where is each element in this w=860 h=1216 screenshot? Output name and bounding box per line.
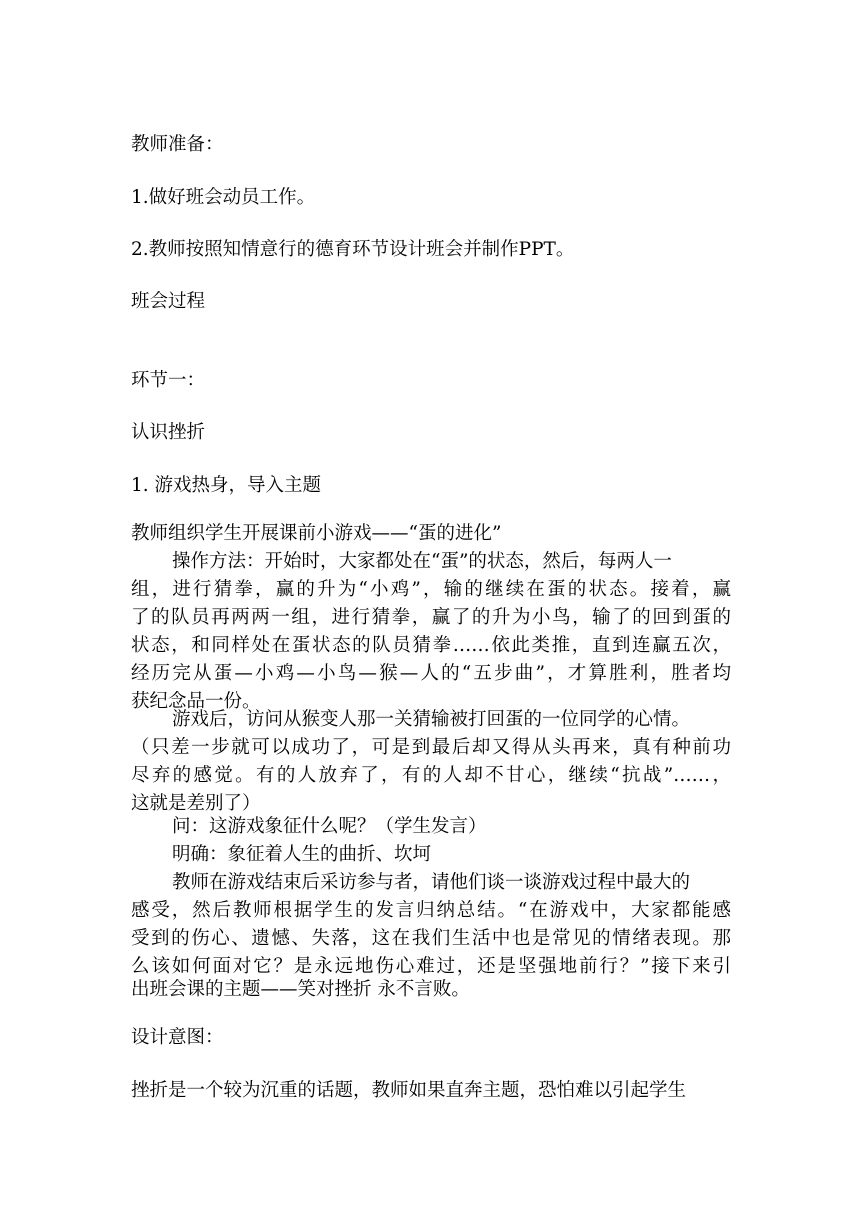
paragraph-line: 组，进行猜拳，赢的升为“小鸡”，输的继续在蛋的状态。接着，赢 [131, 579, 731, 600]
paragraph-line: 受到的伤心、遗憾、失落，这在我们生活中也是常见的情绪表现。那 [131, 928, 731, 949]
paragraph-line: 操作方法：开始时，大家都处在“蛋”的状态，然后，每两人一 [172, 551, 672, 572]
paragraph-line: 感受，然后教师根据学生的发言归纳总结。“在游戏中，大家都能感 [131, 900, 731, 921]
heading-section-one: 环节一： [131, 370, 206, 391]
prep-item-1: 1.做好班会动员工作。 [131, 187, 316, 208]
paragraph-line: 了的队员再两两一组，进行猜拳，赢了的升为小鸟，输了的回到蛋的 [131, 607, 731, 628]
prep-item-2: 2.教师按照知情意行的德育环节设计班会并制作PPT。 [131, 239, 575, 260]
paragraph-line: 明确：象征着人生的曲折、坎坷 [172, 844, 432, 865]
paragraph-line: 问：这游戏象征什么呢？（学生发言） [172, 816, 487, 837]
paragraph-line: 经历完从蛋—小鸡—小鸟—猴—人的“五步曲”，才算胜利，胜者均 [131, 663, 731, 684]
paragraph-line: 游戏后，访问从猴变人那一关猜输被打回蛋的一位同学的心情。 [172, 709, 691, 730]
paragraph-line: 教师组织学生开展课前小游戏——“蛋的进化” [131, 523, 502, 544]
paragraph-line: 出班会课的主题——笑对挫折 永不言败。 [131, 979, 470, 1000]
heading-teacher-prep: 教师准备： [131, 134, 224, 155]
paragraph-line: 么该如何面对它？是永远地伤心难过，还是坚强地前行？”接下来引 [131, 956, 731, 977]
heading-design-intent: 设计意图： [131, 1027, 224, 1048]
paragraph-line: 获纪念品一份。 [131, 691, 261, 712]
paragraph-line: 尽弃的感觉。有的人放弃了，有的人却不甘心，继续“抗战”……， [131, 765, 731, 786]
heading-process: 班会过程 [131, 291, 206, 312]
paragraph-line: （只差一步就可以成功了，可是到最后却又得从头再来，真有种前功 [131, 737, 731, 758]
heading-know-setback: 认识挫折 [131, 422, 206, 443]
paragraph-line: 教师在游戏结束后采访参与者，请他们谈一谈游戏过程中最大的 [172, 872, 691, 893]
item-warmup: 1. 游戏热身，导入主题 [131, 475, 322, 496]
paragraph-line: 状态，和同样处在蛋状态的队员猜拳……依此类推，直到连赢五次， [131, 635, 731, 656]
paragraph-line: 挫折是一个较为沉重的话题，教师如果直奔主题，恐怕难以引起学生 [131, 1080, 687, 1101]
paragraph-line: 这就是差别了） [131, 793, 261, 814]
